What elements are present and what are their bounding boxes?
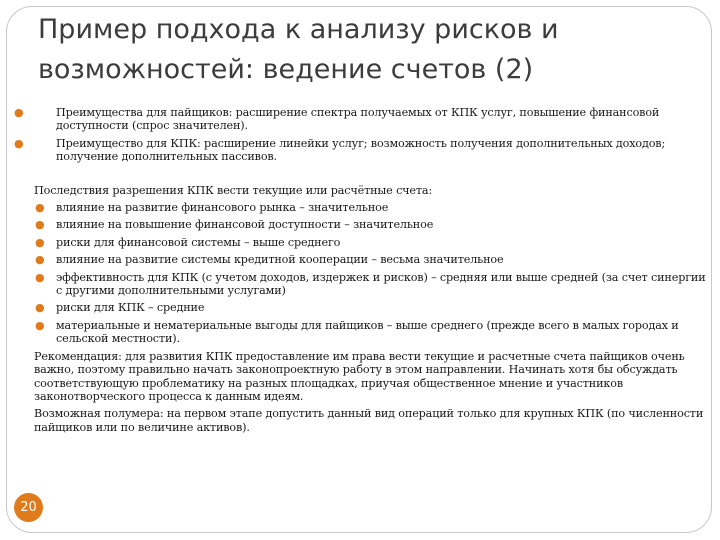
bullet-icon: ● [35,235,45,249]
title-line-1: Пример подхода к анализу рисков и [38,14,559,45]
bullet-icon: ● [35,253,45,267]
slide-content [14,106,714,438]
possible-measure-text: Возможная полумера: на первом этапе допустить данный вид операций только для крупных КПК (по численности пайщиков или по величине активов). [34,407,704,434]
list-item: ● Преимущество для КПК: расширение линейки услуг; возможность получения дополнительных доходов; получение дополнительных пассивов. [14,136,666,164]
intro-bullet-list [14,106,714,164]
list-item: ● влияние на развитие системы кредитной кооперации – весьма значительное [35,253,504,267]
bullet-icon: ● [14,106,24,119]
consequences-heading: Последствия разрешения КПК вести текущие или расчётные счета: [34,183,433,197]
bullet-icon: ● [35,201,45,215]
recommendation-text: Рекомендация: для развития КПК предоставление им права вести текущие и расчетные счета пайщиков очень важно, поэтому правильно начать законопроектную работу в этом направлении. Начинать хотя бы обсуждать соответствующую проблематику на разных площадках, приучая общественное мнение и участников законотворческого процесса к данным идеям. [34,349,685,403]
bullet-icon: ● [35,318,45,332]
list-item: ● материальные и нематериальные выгоды для пайщиков – выше среднего (прежде всего в малых городах и сельской местности). [35,318,679,346]
bullet-icon: ● [35,218,45,232]
list-item: ● Преимущества для пайщиков: расширение спектра получаемых от КПК услуг, повышение финансовой доступности (спрос значителен). [14,106,660,133]
list-item: ● влияние на развитие финансового рынка – значительное [35,201,389,215]
list-item: ● риски для КПК – средние [35,301,205,315]
page-number-badge: 20 [14,493,43,522]
consequences-list [34,201,714,346]
bullet-icon: ● [14,136,24,150]
bullet-icon: ● [35,301,45,315]
list-item: ● эффективность для КПК (с учетом доходов, издержек и рисков) – средняя или выше средней (за счет синергии с другими дополнительными услугами) [35,270,706,298]
list-item: ● риски для финансовой системы – выше среднего [35,235,341,249]
slide-title [38,10,698,90]
list-item: ● влияние на повышение финансовой доступности – значительное [35,218,434,232]
bullet-icon: ● [35,270,45,284]
title-line-2: возможностей: ведение счетов (2) [38,54,534,85]
